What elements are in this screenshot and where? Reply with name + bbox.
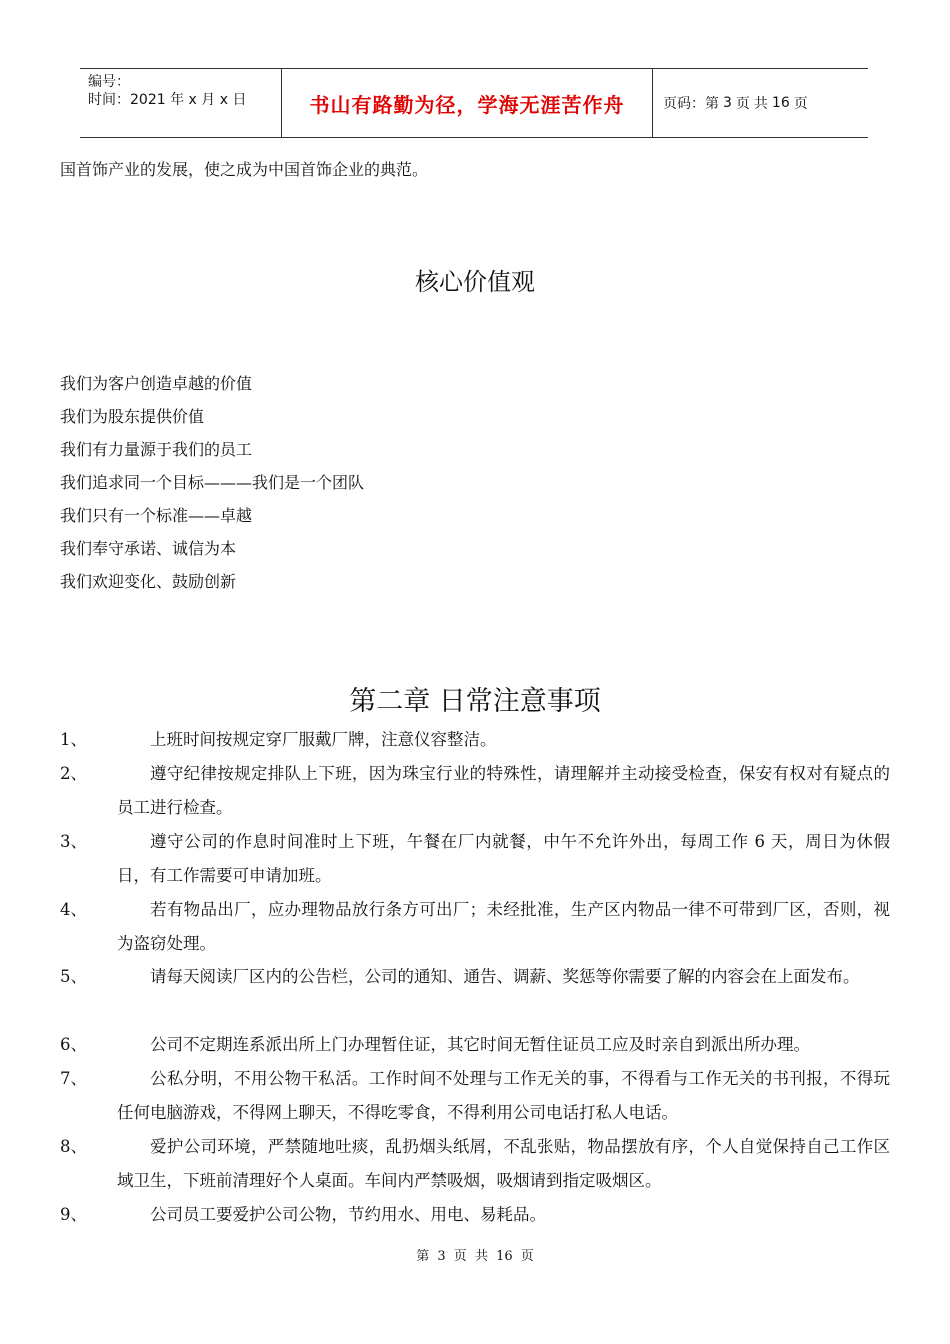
list-item-text: 遵守公司的作息时间准时上下班，午餐在厂内就餐，中午不允许外出，每周工作 6 天，周日为休假日，有工作需要可申请加班。 [117,832,890,885]
footer-prefix: 第 [416,1249,430,1264]
core-value-line: 我们追求同一个目标———我们是一个团队 [60,473,365,492]
list-item [60,1062,890,1130]
list-item-number: 2、 [60,764,87,783]
list-item-number: 1、 [60,730,87,749]
list-item-text: 公司不定期连系派出所上门办理暂住证，其它时间无暂住证员工应及时亲自到派出所办理。 [150,1035,810,1054]
header-motto: 书山有路勤为径，学海无涯苦作舟 [282,69,653,137]
document-number-label: 编号： [88,74,130,90]
core-value-line: 我们欢迎变化、鼓励创新 [60,572,237,591]
header-page-total-unit: 页 [793,96,808,112]
chapter-title: 第二章 日常注意事项 [349,686,601,717]
core-value-line: 我们奉守承诺、诚信为本 [60,539,237,558]
list-item-text: 若有物品出厂，应办理物品放行条方可出厂；未经批准，生产区内物品一律不可带到厂区，否则，视为盗窃处理。 [117,900,890,953]
list-item [60,893,890,961]
list-item-number: 8、 [60,1137,87,1156]
list-item-text: 公私分明，不用公物干私活。工作时间不处理与工作无关的事，不得看与工作无关的书刊报，不得玩任何电脑游戏，不得网上聊天，不得吃零食，不得利用公司电话打私人电话。 [117,1069,890,1122]
list-item-number: 9、 [60,1205,87,1224]
header-page-current: 3 [723,95,732,111]
footer-page-current: 3 [437,1249,446,1264]
list-item [60,960,890,994]
core-value-line: 我们为股东提供价值 [60,407,205,426]
list-item-text: 请每天阅读厂区内的公告栏，公司的通知、通告、调薪、奖惩等你需要了解的内容会在上面发布。 [150,967,860,986]
footer-total-label: 共 [474,1249,488,1264]
list-item-text: 遵守纪律按规定排队上下班，因为珠宝行业的特殊性，请理解并主动接受检查，保安有权对有疑点的员工进行检查。 [117,764,890,817]
intro-continuation: 国首饰产业的发展，使之成为中国首饰企业的典范。 [60,160,429,179]
list-item-text: 上班时间按规定穿厂服戴厂牌，注意仪容整洁。 [150,730,497,749]
header-page-label: 页码：第 [663,96,719,112]
list-item-number: 6、 [60,1035,87,1054]
document-date: 时间：2021 年 x 月 x 日 [88,92,247,108]
header-page-total-label: 共 [753,96,768,112]
list-item [60,1198,890,1232]
header-page-info [653,69,868,137]
header-page-unit: 页 [735,96,750,112]
core-value-line: 我们只有一个标准——卓越 [60,506,253,525]
list-item-number: 5、 [60,967,87,986]
list-item [60,1028,890,1062]
list-item [60,1130,890,1198]
header-page-total: 16 [771,95,790,111]
list-item-text: 公司员工要爱护公司公物，节约用水、用电、易耗品。 [150,1205,546,1224]
list-item [60,757,890,825]
core-value-line: 我们有力量源于我们的员工 [60,440,253,459]
footer-total-unit: 页 [520,1249,534,1264]
core-values-title: 核心价值观 [415,268,535,296]
list-item-text: 爱护公司环境，严禁随地吐痰，乱扔烟头纸屑，不乱张贴，物品摆放有序，个人自觉保持自己工作区域卫生，下班前清理好个人桌面。车间内严禁吸烟，吸烟请到指定吸烟区。 [117,1137,890,1190]
list-item [60,825,890,893]
list-item-number: 3、 [60,832,87,851]
core-value-line: 我们为客户创造卓越的价值 [60,374,253,393]
footer-page-total: 16 [496,1249,513,1264]
list-item-number: 7、 [60,1069,87,1088]
list-item [60,723,890,757]
page-header [80,68,868,138]
footer-page-unit: 页 [453,1249,467,1264]
page-footer [0,1245,950,1264]
list-item-number: 4、 [60,900,87,919]
header-meta [80,69,282,137]
core-values-list [60,373,364,604]
